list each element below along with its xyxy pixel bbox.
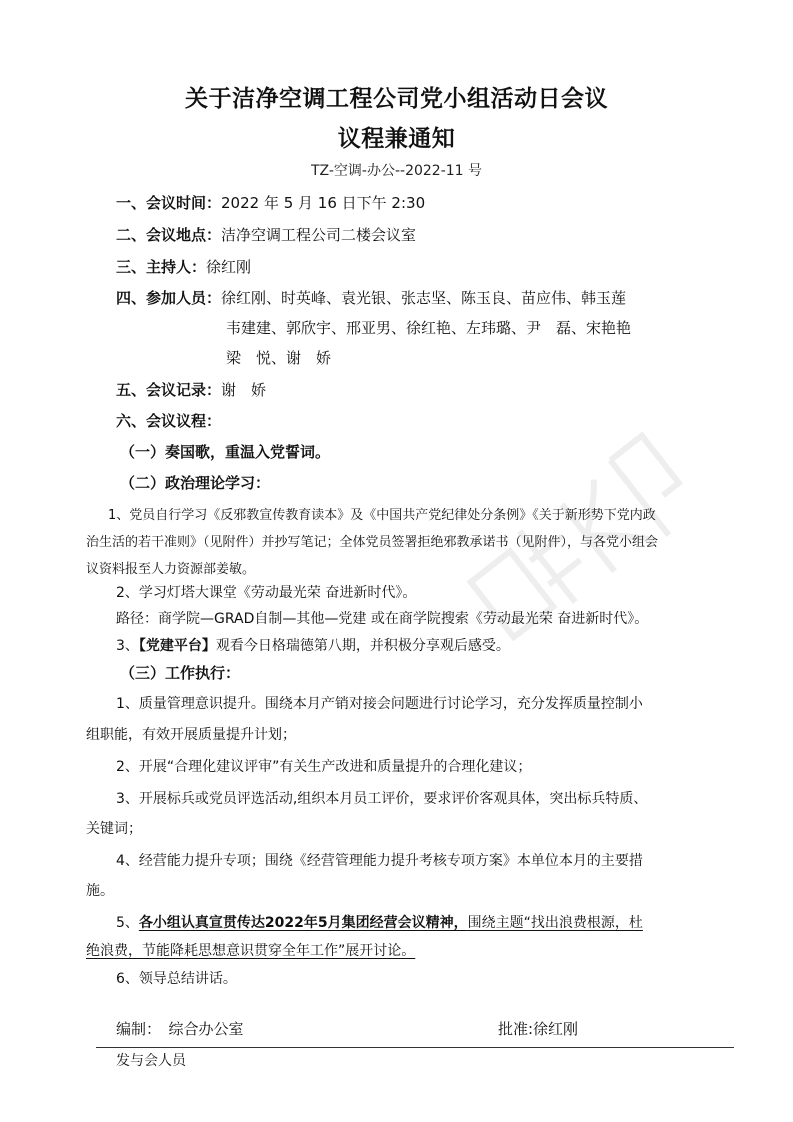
attendees-line1: 徐红刚、时英峰、袁光银、张志坚、陈玉良、苗应伟、韩玉莲 — [221, 289, 627, 307]
host-label: 三、主持人： — [116, 258, 207, 276]
study-item-1-line2: 治生活的若干准则》（见附件）并抄写笔记；全体党员签署拒绝邪教承诺书（见附件），与各党小组会 — [86, 535, 659, 550]
meeting-place-label: 二、会议地点： — [116, 226, 222, 244]
attendees-row — [116, 287, 626, 308]
work-item-5-text: 围绕主题“找出浪费根源，杜 — [467, 915, 643, 931]
work-item-5-line2: 绝浪费，节能降耗思想意识贯穿全年工作”展开讨论。 — [86, 943, 416, 959]
study-item-3-prefix: 3、 — [116, 638, 139, 654]
agenda-section-2: （二）政治理论学习： — [120, 474, 271, 492]
document-number: TZ-空调-办公--2022-11 号 — [310, 163, 483, 179]
work-item-4-line1: 4、经营能力提升专项；围绕《经营管理能力提升考核专项方案》本单位本月的主要措 — [116, 853, 643, 869]
attendees-line2: 韦建建、郭欣宇、邢亚男、徐红艳、左玮璐、尹 磊、宋艳艳 — [226, 319, 632, 337]
study-item-2-path: 路径：商学院—GRAD自制—其他—党建 或在商学院搜索《劳动最光荣 奋进新时代》。 — [116, 611, 649, 627]
agenda-section-1: （一）奏国歌，重温入党誓词。 — [120, 443, 331, 461]
meeting-time-value: 2022 年 5 月 16 日下午 2:30 — [221, 194, 426, 212]
recorder-row — [116, 379, 266, 400]
work-item-3-line2: 关键词； — [86, 821, 142, 837]
work-item-4-line2: 施。 — [86, 883, 114, 899]
host-value: 徐红刚 — [206, 258, 252, 276]
page-title-line2: 议程兼通知 — [337, 126, 456, 152]
attendees-line3: 梁 悦、谢 娇 — [226, 349, 332, 367]
study-item-3 — [116, 633, 510, 660]
recorder-value: 谢 娇 — [221, 381, 267, 399]
compiled-by: 编制： 综合办公室 — [116, 1020, 244, 1038]
agenda-heading — [116, 410, 221, 431]
meeting-place-value: 洁净空调工程公司二楼会议室 — [221, 226, 417, 244]
study-item-1-line1: 1、党员自行学习《反邪教宣传教育读本》及《中国共产党纪律处分条例》《关于新形势下党内政 — [108, 508, 656, 523]
work-item-6: 6、领导总结讲话。 — [116, 971, 237, 987]
study-item-1-line3: 议资料报至人力资源部姜敏。 — [86, 562, 256, 577]
agenda-label: 六、会议议程： — [116, 412, 222, 430]
meeting-time-row — [116, 192, 425, 213]
distribution: 发与会人员 — [116, 1053, 186, 1069]
study-item-3-text: 观看今日格瑞德第八期，并积极分享观后感受。 — [215, 638, 510, 654]
approved-by: 批准:徐红刚 — [498, 1020, 579, 1038]
party-platform-tag: 【党建平台】 — [138, 638, 216, 654]
page-title-line1: 关于洁净空调工程公司党小组活动日会议 — [185, 86, 608, 112]
meeting-place-row — [116, 224, 416, 245]
work-item-5-emphasis: 各小组认真宣贯传达2022年5月集团经营会议精神， — [138, 915, 468, 931]
footer-divider — [96, 1047, 734, 1048]
work-item-1-line2: 组职能，有效开展质量提升计划； — [86, 727, 296, 743]
work-item-3-line1: 3、开展标兵或党员评选活动,组织本月员工评价，要求评价客观具体，突出标兵特质、 — [116, 791, 648, 807]
work-item-1-line1: 1、质量管理意识提升。围绕本月产销对接会问题进行讨论学习，充分发挥质量控制小 — [116, 696, 643, 712]
meeting-time-label: 一、会议时间： — [116, 194, 222, 212]
recorder-label: 五、会议记录： — [116, 381, 222, 399]
work-item-2: 2、开展“合理化建议评审”有关生产改进和质量提升的合理化建议； — [116, 759, 532, 775]
work-item-5-prefix: 5、 — [116, 915, 139, 931]
agenda-section-3: （三）工作执行： — [120, 664, 241, 682]
attendees-label: 四、参加人员： — [116, 289, 222, 307]
work-item-5-line1 — [116, 910, 643, 937]
host-row — [116, 256, 251, 277]
study-item-2: 2、学习灯塔大课堂《劳动最光荣 奋进新时代》。 — [116, 585, 417, 601]
